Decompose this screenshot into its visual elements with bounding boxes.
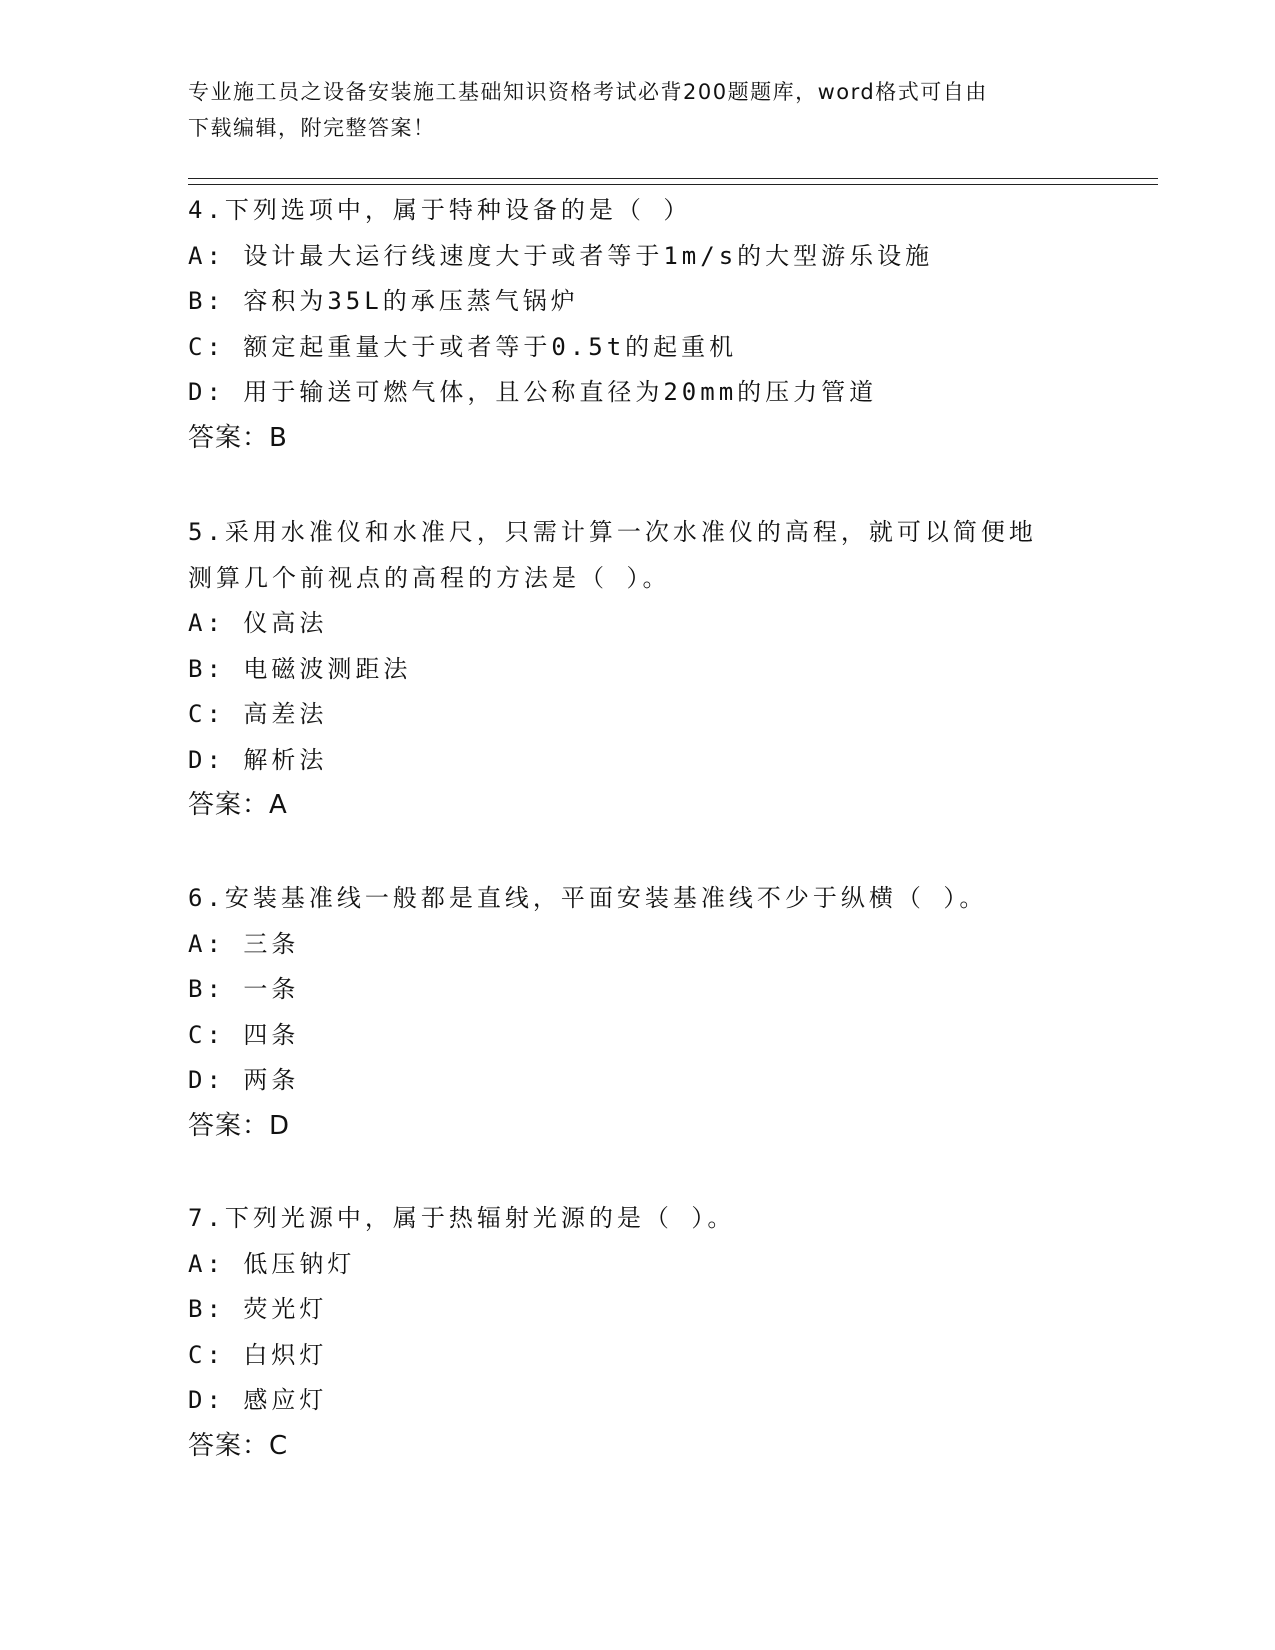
question-stem: 7.下列光源中，属于热辐射光源的是（ ）。: [188, 1204, 736, 1232]
question-7: [188, 1196, 1068, 1469]
answer-label: 答案：C: [188, 1430, 289, 1461]
answer-label: 答案：B: [188, 422, 288, 453]
question-6: [188, 876, 1068, 1149]
question-stem: 4.下列选项中，属于特种设备的是（ ）: [188, 196, 692, 224]
option-b: B: 容积为35L的承压蒸气锅炉: [188, 287, 579, 315]
option-d: D: 两条: [188, 1066, 300, 1094]
option-a: A: 三条: [188, 929, 300, 958]
option-c: C: 额定起重量大于或者等于0.5t的起重机: [188, 332, 738, 361]
option-b: B: 电磁波测距法: [188, 654, 412, 683]
option-a: A: 仪高法: [188, 609, 328, 637]
option-d: D: 用于输送可燃气体，且公称直径为20mm的压力管道: [188, 378, 878, 406]
question-stem-line-1: 5.采用水准仪和水准尺，只需计算一次水准仪的高程，就可以简便地: [188, 518, 1037, 546]
header-line-1: 专业施工员之设备安装施工基础知识资格考试必背200题题库，word格式可自由: [188, 80, 988, 104]
option-a: A: 低压钠灯: [188, 1249, 356, 1278]
header-line-2: 下载编辑，附完整答案！: [188, 116, 436, 140]
option-c: C: 白炽灯: [188, 1340, 328, 1369]
header-divider-bottom: [188, 184, 1158, 185]
option-c: C: 高差法: [188, 700, 328, 728]
option-d: D: 解析法: [188, 745, 328, 774]
option-b: B: 一条: [188, 975, 300, 1003]
document-header: [188, 74, 1078, 146]
option-b: B: 荧光灯: [188, 1295, 328, 1323]
answer-label: 答案：A: [188, 790, 288, 820]
option-d: D: 感应灯: [188, 1386, 328, 1414]
question-stem-line-2: 测算几个前视点的高程的方法是（ ）。: [188, 563, 671, 592]
answer-label: 答案：D: [188, 1110, 291, 1141]
header-divider-top: [188, 178, 1158, 179]
question-4: [188, 188, 1068, 461]
option-c: C: 四条: [188, 1020, 300, 1049]
question-5: [188, 510, 1068, 829]
option-a: A: 设计最大运行线速度大于或者等于1m/s的大型游乐设施: [188, 241, 934, 270]
question-stem: 6.安装基准线一般都是直线，平面安装基准线不少于纵横（ ）。: [188, 884, 988, 912]
